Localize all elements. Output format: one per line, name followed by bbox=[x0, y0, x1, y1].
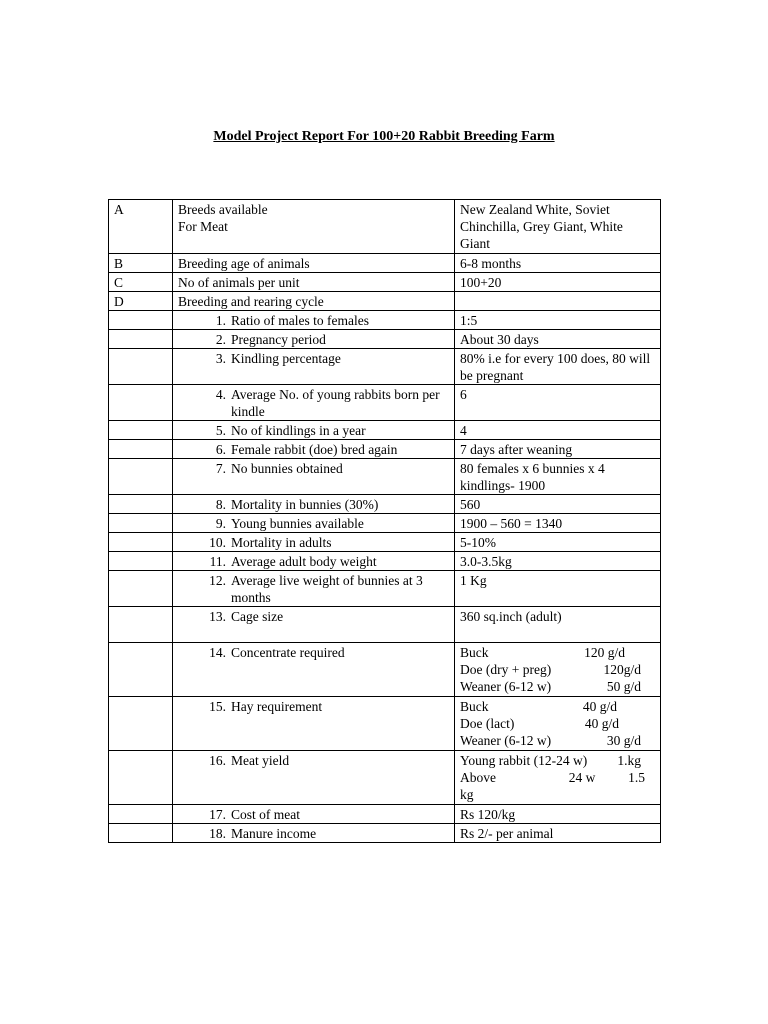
item-label: Average No. of young rabbits born per kindle bbox=[231, 387, 440, 419]
item-number: 13. bbox=[209, 609, 226, 624]
item-number: 10. bbox=[209, 535, 226, 550]
feed-class: Doe (dry + preg) bbox=[460, 662, 552, 677]
row-value: 1 Kg bbox=[455, 571, 661, 607]
empty-cell bbox=[109, 311, 173, 330]
feed-class: Doe (lact) bbox=[460, 716, 515, 731]
item-label: Pregnancy period bbox=[231, 332, 326, 347]
item-number: 8. bbox=[215, 497, 226, 512]
item-label: Cost of meat bbox=[231, 807, 300, 822]
row-id: C bbox=[109, 273, 173, 292]
row-label: No of animals per unit bbox=[173, 273, 455, 292]
table-row bbox=[109, 385, 661, 421]
yield-unit: kg bbox=[460, 787, 474, 802]
feed-amount: 50 g/d bbox=[606, 679, 641, 694]
empty-cell bbox=[109, 697, 173, 751]
row-label bbox=[173, 385, 455, 421]
feed-amount: 40 g/d bbox=[582, 699, 617, 714]
row-value: 560 bbox=[455, 495, 661, 514]
row-value: About 30 days bbox=[455, 330, 661, 349]
row-label: Breeding age of animals bbox=[173, 254, 455, 273]
item-label: Young bunnies available bbox=[231, 516, 364, 531]
row-value: New Zealand White, Soviet Chinchilla, Grey Giant, White Giant bbox=[455, 200, 661, 254]
feed-amount: 120 g/d bbox=[584, 645, 625, 660]
item-number: 6. bbox=[215, 442, 226, 457]
item-number: 1. bbox=[215, 313, 226, 328]
row-label bbox=[173, 200, 455, 254]
table-row bbox=[109, 751, 661, 805]
empty-cell bbox=[109, 385, 173, 421]
empty-cell bbox=[109, 495, 173, 514]
table-row bbox=[109, 330, 661, 349]
row-label bbox=[173, 697, 455, 751]
row-label bbox=[173, 421, 455, 440]
table-row bbox=[109, 273, 661, 292]
yield-class: Young rabbit (12-24 w) bbox=[460, 753, 588, 768]
item-number: 7. bbox=[215, 461, 226, 476]
item-number: 4. bbox=[215, 387, 226, 402]
empty-cell bbox=[109, 751, 173, 805]
yield-amount: 1.5 bbox=[628, 770, 645, 785]
table-row bbox=[109, 459, 661, 495]
row-label bbox=[173, 643, 455, 697]
item-label: Concentrate required bbox=[231, 645, 345, 660]
table-row bbox=[109, 200, 661, 254]
empty-cell bbox=[109, 421, 173, 440]
empty-cell bbox=[109, 552, 173, 571]
item-number: 18. bbox=[209, 826, 226, 841]
item-label: Manure income bbox=[231, 826, 317, 841]
item-label: Cage size bbox=[231, 609, 284, 624]
item-number: 5. bbox=[215, 423, 226, 438]
item-number: 2. bbox=[215, 332, 226, 347]
table-row bbox=[109, 824, 661, 843]
item-label: Ratio of males to females bbox=[231, 313, 369, 328]
empty-cell bbox=[109, 349, 173, 385]
item-number: 12. bbox=[209, 573, 226, 588]
item-label: Average adult body weight bbox=[231, 554, 377, 569]
feed-amount: 40 g/d bbox=[584, 716, 619, 731]
page-title: Model Project Report For 100+20 Rabbit Breeding Farm bbox=[213, 129, 555, 144]
table-row bbox=[109, 495, 661, 514]
row-value: Rs 120/kg bbox=[455, 805, 661, 824]
row-value bbox=[455, 643, 661, 697]
table-row bbox=[109, 552, 661, 571]
item-label: Meat yield bbox=[231, 753, 290, 768]
row-value: 4 bbox=[455, 421, 661, 440]
row-label-line: Breeds available bbox=[178, 202, 268, 217]
row-value bbox=[455, 751, 661, 805]
row-label bbox=[173, 552, 455, 571]
row-label bbox=[173, 571, 455, 607]
row-label bbox=[173, 514, 455, 533]
row-id: B bbox=[109, 254, 173, 273]
row-id: A bbox=[109, 200, 173, 254]
item-label: Mortality in adults bbox=[231, 535, 332, 550]
item-label: Mortality in bunnies (30%) bbox=[231, 497, 379, 512]
empty-cell bbox=[109, 459, 173, 495]
row-value: 80% i.e for every 100 does, 80 will be pregnant bbox=[455, 349, 661, 385]
empty-cell bbox=[109, 330, 173, 349]
empty-cell bbox=[109, 440, 173, 459]
table-row bbox=[109, 311, 661, 330]
table-row bbox=[109, 643, 661, 697]
empty-cell bbox=[109, 514, 173, 533]
item-number: 11. bbox=[209, 554, 226, 569]
feed-class: Weaner (6-12 w) bbox=[460, 733, 552, 748]
row-value: 6-8 months bbox=[455, 254, 661, 273]
table-row bbox=[109, 254, 661, 273]
table-row bbox=[109, 440, 661, 459]
item-label: Kindling percentage bbox=[231, 351, 341, 366]
row-label: Breeding and rearing cycle bbox=[173, 292, 455, 311]
item-label: Female rabbit (doe) bred again bbox=[231, 442, 398, 457]
row-label bbox=[173, 349, 455, 385]
item-number: 17. bbox=[209, 807, 226, 822]
table-row bbox=[109, 421, 661, 440]
item-label: Average live weight of bunnies at 3 months bbox=[231, 573, 423, 605]
empty-cell bbox=[109, 805, 173, 824]
row-value: 1:5 bbox=[455, 311, 661, 330]
yield-age: 24 w bbox=[568, 770, 596, 785]
item-number: 14. bbox=[209, 645, 226, 660]
item-label: No of kindlings in a year bbox=[231, 423, 366, 438]
yield-amount: 1.kg bbox=[617, 753, 641, 768]
row-value bbox=[455, 292, 661, 311]
empty-cell bbox=[109, 824, 173, 843]
row-label-line: For Meat bbox=[178, 219, 228, 234]
feed-amount: 30 g/d bbox=[606, 733, 641, 748]
table-row bbox=[109, 349, 661, 385]
row-value: 80 females x 6 bunnies x 4 kindlings- 1900 bbox=[455, 459, 661, 495]
item-number: 15. bbox=[209, 699, 226, 714]
feed-class: Buck bbox=[460, 699, 489, 714]
item-number: 9. bbox=[215, 516, 226, 531]
table-row bbox=[109, 697, 661, 751]
table-row bbox=[109, 607, 661, 643]
item-label: No bunnies obtained bbox=[231, 461, 343, 476]
row-value: 360 sq.inch (adult) bbox=[455, 607, 661, 643]
item-number: 3. bbox=[215, 351, 226, 366]
empty-cell bbox=[109, 571, 173, 607]
feed-amount: 120g/d bbox=[603, 662, 641, 677]
row-label bbox=[173, 751, 455, 805]
row-value bbox=[455, 697, 661, 751]
table-row bbox=[109, 533, 661, 552]
row-value: Rs 2/- per animal bbox=[455, 824, 661, 843]
row-id: D bbox=[109, 292, 173, 311]
empty-cell bbox=[109, 607, 173, 643]
table-row bbox=[109, 292, 661, 311]
row-value: 1900 – 560 = 1340 bbox=[455, 514, 661, 533]
feed-class: Weaner (6-12 w) bbox=[460, 679, 552, 694]
row-value: 5-10% bbox=[455, 533, 661, 552]
row-label bbox=[173, 824, 455, 843]
feed-class: Buck bbox=[460, 645, 489, 660]
row-label bbox=[173, 607, 455, 643]
row-value: 100+20 bbox=[455, 273, 661, 292]
row-label bbox=[173, 533, 455, 552]
table-row bbox=[109, 514, 661, 533]
table-row bbox=[109, 805, 661, 824]
row-value: 7 days after weaning bbox=[455, 440, 661, 459]
item-label: Hay requirement bbox=[231, 699, 323, 714]
empty-cell bbox=[109, 533, 173, 552]
yield-class: Above bbox=[460, 770, 496, 785]
row-value: 3.0-3.5kg bbox=[455, 552, 661, 571]
row-label bbox=[173, 459, 455, 495]
table-row bbox=[109, 571, 661, 607]
row-value: 6 bbox=[455, 385, 661, 421]
row-label bbox=[173, 440, 455, 459]
row-label bbox=[173, 311, 455, 330]
project-table bbox=[108, 199, 661, 843]
row-label bbox=[173, 805, 455, 824]
row-label bbox=[173, 330, 455, 349]
row-label bbox=[173, 495, 455, 514]
item-number: 16. bbox=[209, 753, 226, 768]
empty-cell bbox=[109, 643, 173, 697]
